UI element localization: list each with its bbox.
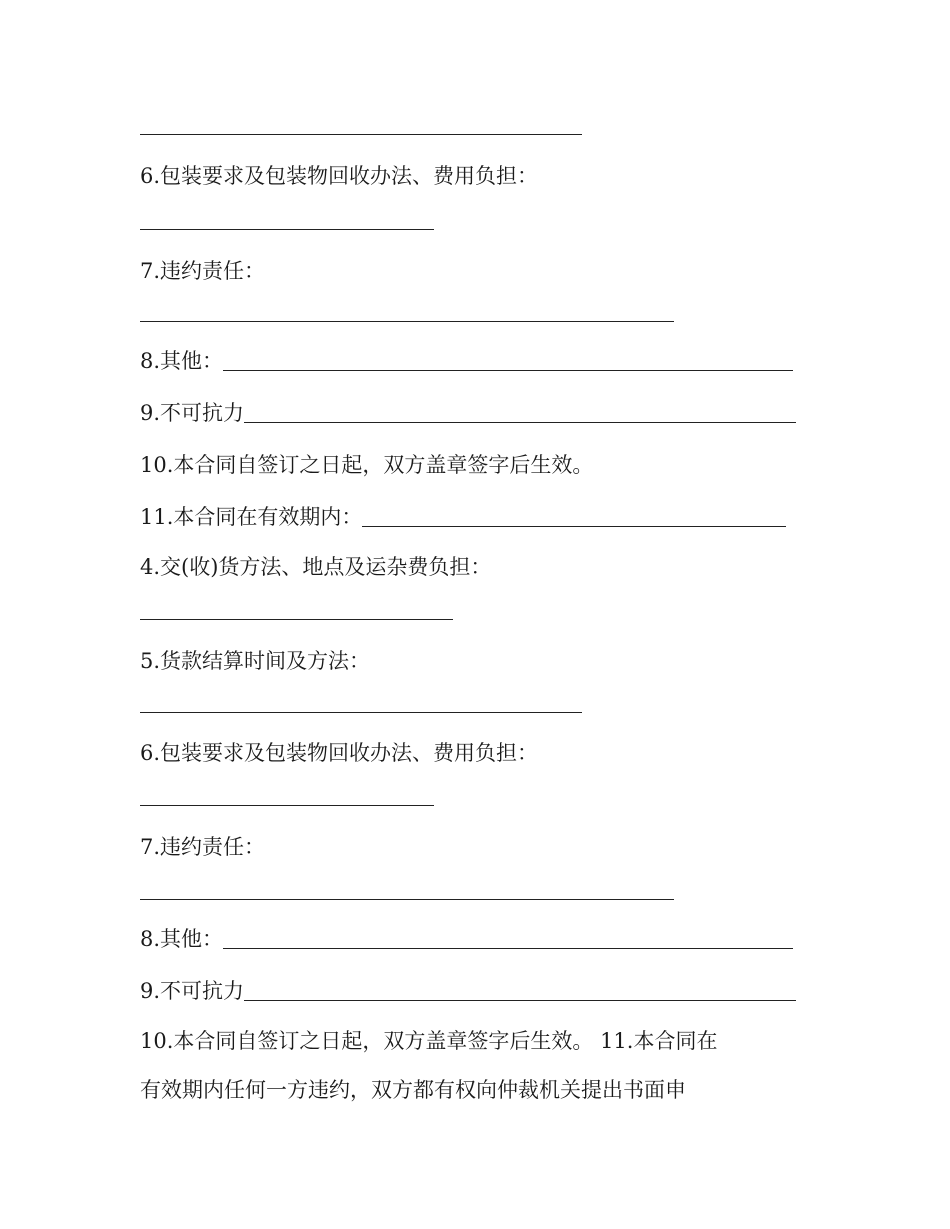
clause-6-packaging [140,738,538,768]
clause-text: 4.交(收)货方法、地点及运杂费负担： [140,555,492,579]
clause-11-continuation [140,1075,686,1105]
clause-text: 6.包装要求及包装物回收办法、费用负担： [140,741,539,765]
clause-5-payment [140,646,370,676]
clause-text: 5.货款结算时间及方法： [140,649,371,673]
clause-text: 有效期内任何一方违约，双方都有权向仲裁机关提出书面申 [140,1078,686,1102]
clause-text: 8.其他： [140,927,224,951]
clause-6-packaging [140,161,538,191]
clause-10-effective [140,450,593,480]
blank-line [140,899,674,900]
clause-7-liability [140,256,265,286]
blank-line [223,948,793,949]
clause-9-force-majeure [140,976,796,1006]
clause-text: 9.不可抗力 [140,401,245,425]
clause-9-force-majeure [140,398,796,428]
clause-text: 8.其他： [140,349,224,373]
clause-8-other [140,924,793,954]
clause-8-other [140,346,793,376]
clause-text: 6.包装要求及包装物回收办法、费用负担： [140,164,539,188]
clause-10-effective [140,1026,717,1056]
blank-line [244,1000,796,1001]
clause-text: 7.违约责任： [140,835,266,859]
clause-7-liability [140,832,265,862]
clause-4-delivery [140,552,491,582]
blank-line [140,712,582,713]
clause-text: 7.违约责任： [140,259,266,283]
blank-line [223,370,793,371]
clause-text: 9.不可抗力 [140,979,245,1003]
clause-11-validity [140,502,786,532]
clause-text: 10.本合同自签订之日起，双方盖章签字后生效。 [140,453,594,477]
blank-line [244,422,796,423]
blank-line [140,229,434,230]
blank-line [140,321,674,322]
clause-text: 10.本合同自签订之日起，双方盖章签字后生效。 11.本合同在 [140,1029,718,1053]
blank-line [140,134,582,135]
blank-line [140,805,434,806]
blank-line [140,619,453,620]
blank-line [362,526,786,527]
clause-text: 11.本合同在有效期内： [140,505,363,529]
